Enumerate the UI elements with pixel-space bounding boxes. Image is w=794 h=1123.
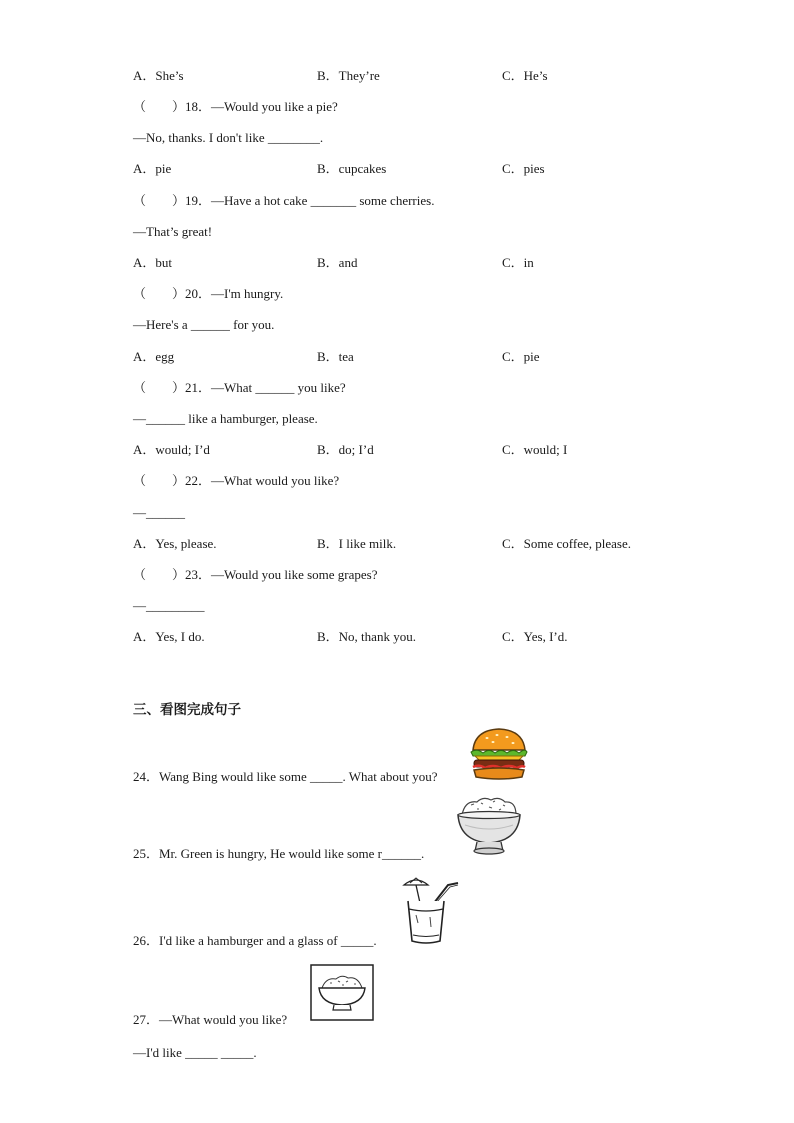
q18-options <box>133 161 693 177</box>
option-a: A．egg <box>133 349 175 364</box>
option-a: A．but <box>133 255 173 270</box>
q18-reply: —No, thanks. I don't like ________. <box>133 130 324 145</box>
rice-bowl-framed-icon <box>310 964 374 1021</box>
option-a: A．Yes, please. <box>133 536 217 551</box>
option-b: B．tea <box>317 349 354 364</box>
option-c: C．pie <box>502 349 540 364</box>
q17-options <box>133 68 693 84</box>
q21-reply: —______ like a hamburger, please. <box>133 411 318 426</box>
q20-reply: —Here's a ______ for you. <box>133 317 275 332</box>
option-b: B．do; I’d <box>317 442 374 457</box>
q20-options <box>133 349 693 365</box>
option-b: B．cupcakes <box>317 161 387 176</box>
option-c: C．He’s <box>502 68 548 83</box>
option-a: A．would; I’d <box>133 442 210 457</box>
q23-stem: （ ）23．—Would you like some grapes? <box>133 567 378 582</box>
q22-stem: （ ）22．—What would you like? <box>133 473 340 488</box>
option-c: C．would; I <box>502 442 568 457</box>
option-a: A．pie <box>133 161 172 176</box>
option-b: B．No, thank you. <box>317 629 416 644</box>
q23-reply: —_________ <box>133 598 205 613</box>
q18-stem: （ ）18．—Would you like a pie? <box>133 99 338 114</box>
q19-reply: —That’s great! <box>133 224 213 239</box>
q20-stem: （ ）20．—I'm hungry. <box>133 286 284 301</box>
option-b: B．and <box>317 255 358 270</box>
item-27-reply: —I'd like _____ _____. <box>133 1045 257 1060</box>
section-heading: 三、看图完成句子 <box>133 702 241 718</box>
option-c: C．Some coffee, please. <box>502 536 631 551</box>
q23-options <box>133 629 693 645</box>
q22-options <box>133 536 693 552</box>
option-c: C．in <box>502 255 534 270</box>
q21-options <box>133 442 693 458</box>
option-b: B．They’re <box>317 68 380 83</box>
juice-glass-icon <box>400 877 462 947</box>
item-26-text: 26．I'd like a hamburger and a glass of _____. <box>133 933 377 948</box>
option-c: C．pies <box>502 161 545 176</box>
hamburger-icon <box>467 726 531 782</box>
item-27-text: 27．—What would you like? <box>133 1012 288 1027</box>
option-b: B．I like milk. <box>317 536 397 551</box>
option-a: A．She’s <box>133 68 184 83</box>
q21-stem: （ ）21．—What ______ you like? <box>133 380 346 395</box>
option-c: C．Yes, I’d. <box>502 629 568 644</box>
q19-options <box>133 255 693 271</box>
rice-bowl-icon <box>453 795 525 857</box>
option-a: A．Yes, I do. <box>133 629 205 644</box>
item-24-text: 24．Wang Bing would like some _____. What about you? <box>133 769 438 784</box>
q22-reply: —______ <box>133 505 185 520</box>
item-25-text: 25．Mr. Green is hungry, He would like some r______. <box>133 846 425 861</box>
q19-stem: （ ）19．—Have a hot cake _______ some cherries. <box>133 193 435 208</box>
